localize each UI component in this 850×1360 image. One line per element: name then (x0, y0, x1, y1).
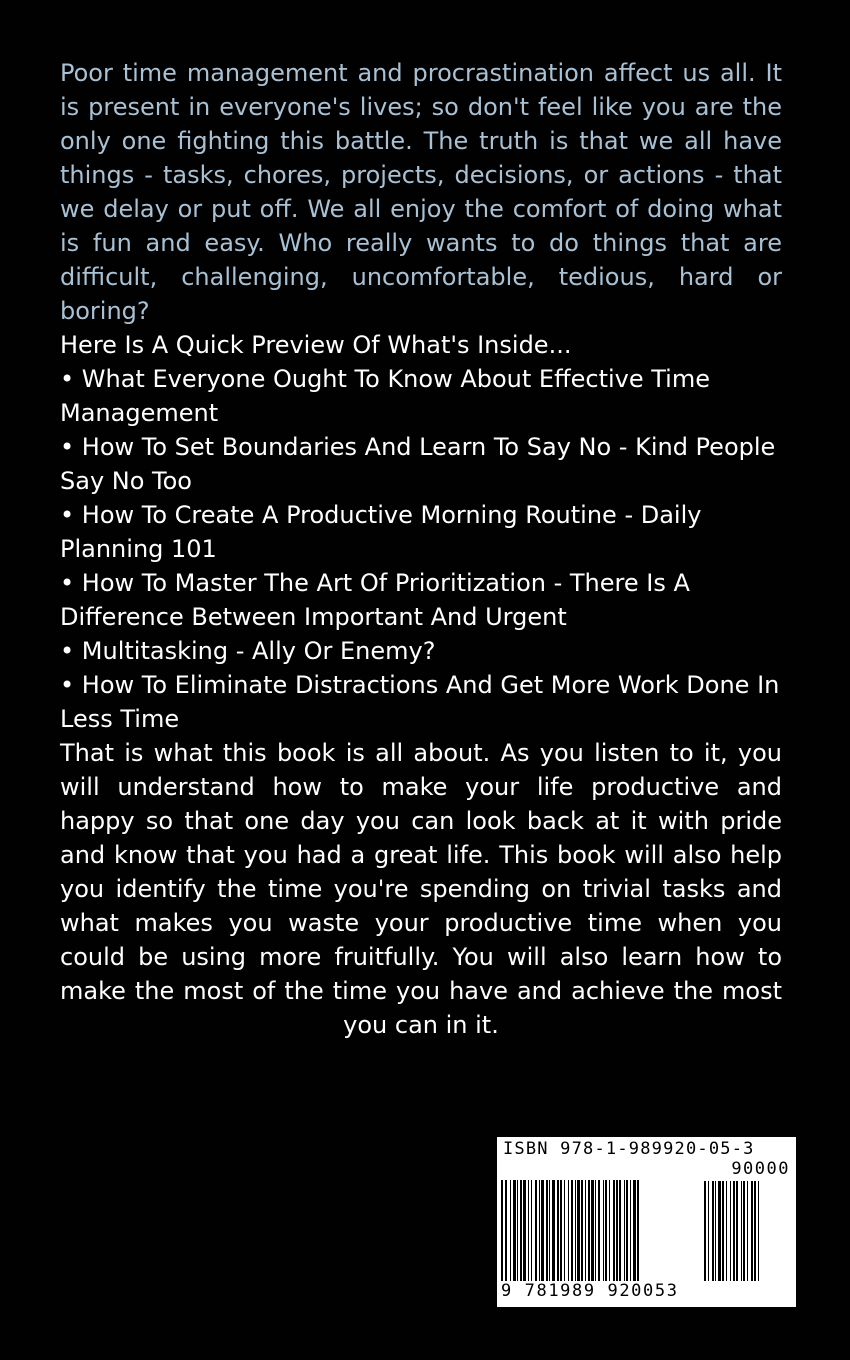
preview-item: • How To Set Boundaries And Learn To Say No - Kind People Say No Too (60, 433, 776, 495)
barcode-bar (637, 1180, 639, 1286)
barcode-bar (718, 1181, 721, 1281)
preview-item: • How To Eliminate Distractions And Get More Work Done In Less Time (60, 671, 780, 733)
barcode-bar (743, 1181, 745, 1281)
barcode-bar (733, 1181, 735, 1281)
barcode-bar (736, 1181, 738, 1281)
preview-item: • What Everyone Ought To Know About Effective Time Management (60, 365, 710, 427)
barcode-bar (505, 1180, 507, 1286)
barcode-bar (712, 1181, 714, 1281)
barcode-bar (619, 1180, 621, 1286)
isbn-label: ISBN 978-1-989920-05-3 (503, 1139, 755, 1159)
barcode-bar (598, 1180, 600, 1286)
barcode-bar (575, 1180, 576, 1286)
barcode-bar (603, 1180, 604, 1286)
barcode-bar (523, 1180, 526, 1286)
barcode-bar (616, 1180, 618, 1286)
barcode-bar (577, 1180, 580, 1286)
barcode-bar (552, 1180, 555, 1286)
barcode-bar (708, 1181, 709, 1281)
addon-barcode-bars (704, 1181, 790, 1281)
barcode-bar (747, 1181, 748, 1281)
barcode-bar (630, 1180, 631, 1286)
intro-paragraph: Poor time management and procrastination affect us all. It is present in everyone's lives; so don't feel like you are the only one fighting this battle. The truth is that we all have things - tasks, chores, projects, decisions, or actions - that we delay or put off. We all enjoy the comfort of doing what is fun and easy. Who really wants to do things that are difficult, challenging, uncomfortable, tedious, hard or boring? (60, 59, 782, 325)
barcode-bar (517, 1180, 518, 1286)
barcode-bar (624, 1180, 625, 1286)
preview-item: • How To Create A Productive Morning Routine - Daily Planning 101 (60, 501, 702, 563)
barcode-bar (560, 1180, 562, 1286)
barcode-bar (605, 1180, 607, 1286)
preview-item: • How To Master The Art Of Prioritization - There Is A Difference Between Important And Urgent (60, 569, 690, 631)
barcode-bar (568, 1180, 569, 1286)
barcode-bar (588, 1180, 590, 1286)
preview-heading: Here Is A Quick Preview Of What's Inside... (60, 331, 572, 359)
barcode-bar (751, 1181, 753, 1281)
barcode-bar (613, 1180, 615, 1286)
barcode-bar (626, 1180, 628, 1286)
barcode-bar (541, 1180, 544, 1286)
barcode-bar (609, 1180, 610, 1286)
barcode-bar (535, 1180, 537, 1286)
barcode-bar (528, 1180, 529, 1286)
closing-paragraph: That is what this book is all about. As you listen to it, you will understand how to make your life productive and happy so that one day you can look back at it with pride and know that you had a great life. This book will also help you identify the time you're spending on trivial tasks and what makes you waste your productive time when you could be using more fruitfully. You will also learn how to make the most of the time you have and achieve the most you can in it. (60, 739, 782, 1039)
barcode-bar (531, 1180, 532, 1286)
barcode-bar (520, 1180, 522, 1286)
isbn-barcode (497, 1137, 796, 1307)
barcode-bar (758, 1181, 759, 1281)
barcode-bar (722, 1181, 724, 1281)
barcode-bar (564, 1180, 565, 1286)
price-code: 90000 (731, 1159, 790, 1179)
barcode-bar (633, 1180, 636, 1286)
barcode-bar (546, 1180, 548, 1286)
preview-item: • Multitasking - Ally Or Enemy? (60, 637, 436, 665)
barcode-bar (549, 1180, 550, 1286)
barcode-digits: 9 781989 920053 (501, 1281, 701, 1301)
barcode-bar (704, 1181, 706, 1281)
barcode-bar (754, 1181, 756, 1281)
barcode-bar (726, 1181, 727, 1281)
barcode-bar (571, 1180, 573, 1286)
barcode-bar (510, 1180, 511, 1286)
barcode-bar (501, 1180, 503, 1286)
preview-list (60, 328, 782, 736)
barcode-bar (557, 1180, 559, 1286)
barcode-bar (591, 1180, 594, 1286)
barcode-bar (581, 1180, 583, 1286)
barcode-bars (501, 1180, 701, 1286)
barcode-bar (595, 1180, 596, 1286)
barcode-bar (741, 1181, 742, 1281)
barcode-bar (539, 1180, 540, 1286)
barcode-bar (513, 1180, 516, 1286)
barcode-bar (585, 1180, 586, 1286)
barcode-bar (715, 1181, 716, 1281)
barcode-bar (730, 1181, 731, 1281)
